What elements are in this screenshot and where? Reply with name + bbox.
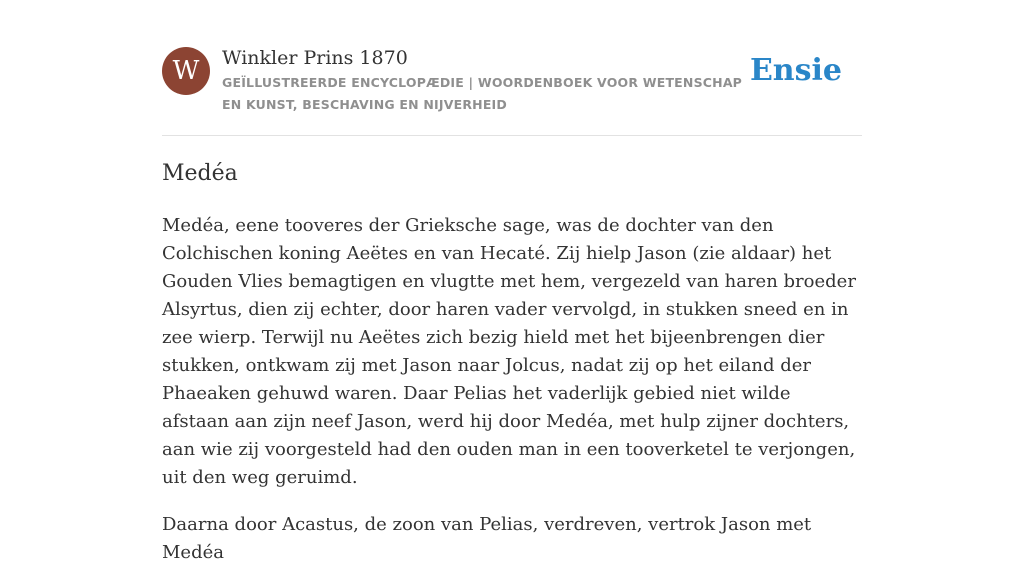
article-body <box>162 212 862 586</box>
article-paragraph: Daarna door Acastus, de zoon van Pelias, verdreven, vertrok Jason met Medéa <box>162 514 812 563</box>
article-title: Medéa <box>162 161 238 186</box>
source-subtitle: GEÏLLUSTREERDE ENCYCLOPÆDIE | WOORDENBOEK VOOR WETENSCHAP EN KUNST, BESCHAVING EN NIJVERHEID <box>222 75 743 112</box>
ensie-logo-link[interactable]: Ensie <box>749 53 842 88</box>
article-paragraph: Medéa, eene tooveres der Grieksche sage, was de dochter van den Colchischen koning Aeëtes en van Hecaté. Zij hielp Jason (zie aldaar) het Gouden Vlies bemagtigen en vlugtte met hem, vergezeld van haren broeder Alsyrtus, dien zij echter, door haren vader vervolgd, in stukken sneed en in zee wierp. Terwijl nu Aeëtes zich bezig hield met het bijeenbrengen dier stukken, ontkwam zij met Jason naar Jolcus, nadat zij op het eiland der Phaeaken gehuwd waren. Daar Pelias het vaderlijk gebied niet wilde afstaan aan zijn neef Jason, werd hij door Medéa, met hulp zijner dochters, aan wie zij voorgesteld had den ouden man in een tooverketel te verjongen, uit den weg geruimd. <box>162 215 856 488</box>
source-avatar[interactable]: W <box>162 47 210 95</box>
source-title[interactable]: Winkler Prins 1870 <box>222 47 408 69</box>
header-divider <box>162 135 862 136</box>
